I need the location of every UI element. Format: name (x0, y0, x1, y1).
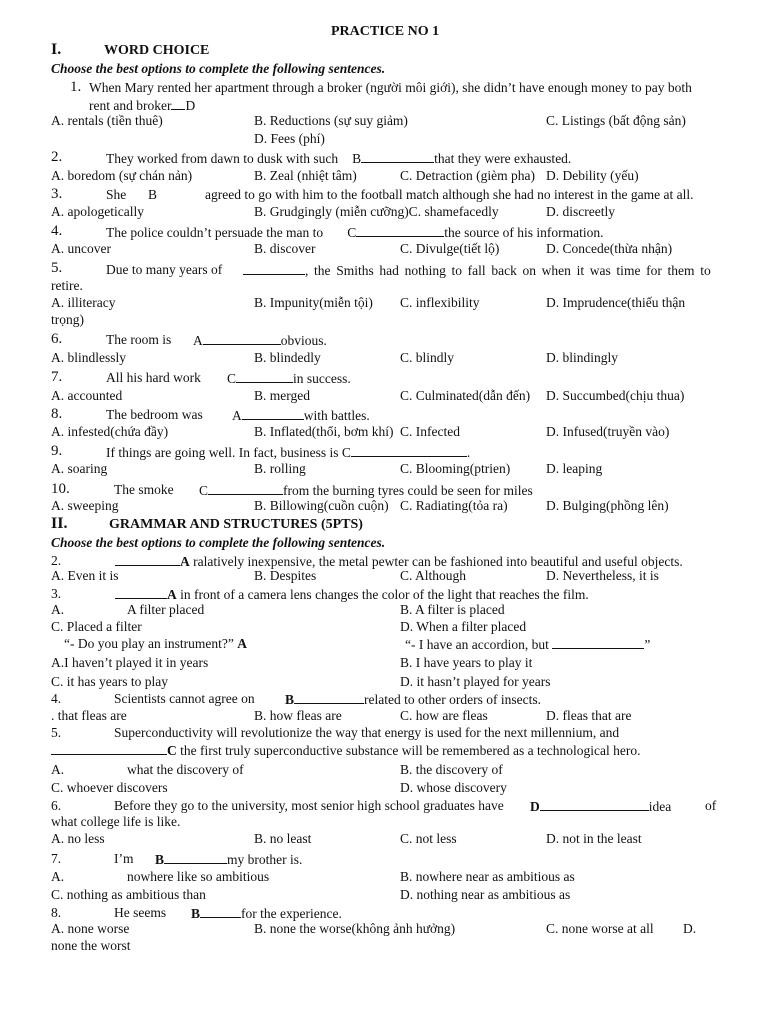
option-d: D. Bulging(phồng lên) (546, 498, 669, 513)
question-text-part: The police couldn’t persuade the man to (106, 225, 324, 240)
option-c: C. how are fleas (400, 708, 488, 723)
question-text (199, 482, 533, 499)
answer-blank (243, 262, 305, 275)
option-c: C. Although (400, 568, 467, 583)
answer-letter: B (148, 187, 158, 202)
option-d: D. leaping (546, 461, 603, 476)
option-c: C. inflexibility (400, 295, 480, 310)
option-d: D. Nevertheless, it is (546, 568, 659, 583)
answer-blank (115, 586, 167, 599)
answer-letter: C (227, 371, 237, 386)
closing-quote: ” (644, 637, 651, 652)
option-c: C. Listings (bất động sản) (546, 113, 686, 128)
question-number: 3. (51, 186, 63, 202)
section-number: I. (51, 41, 62, 58)
answer-letter: A (237, 636, 247, 651)
option-d-letter: D. (683, 921, 697, 936)
answer-blank (356, 224, 444, 237)
question-number: 4. (51, 691, 62, 706)
question-number: 1. (70, 79, 82, 95)
section-1-instruction: Choose the best options to complete the following sentences. (51, 61, 386, 76)
answer-blank (171, 97, 185, 110)
question-text-tail: obvious. (280, 333, 327, 348)
question-text (193, 332, 327, 349)
option-b: B. none the worse(không ảnh hưởng) (254, 921, 456, 936)
question-number: 4. (51, 223, 63, 239)
option-b: B. blindedly (254, 350, 321, 365)
option-a-letter: A. (51, 762, 65, 777)
option-d: D. Succumbed(chịu thua) (546, 388, 685, 403)
question-text-tail: . (466, 445, 471, 460)
question-text-part: Due to many years of (106, 262, 223, 277)
answer-blank (351, 444, 467, 457)
option-a: A. none worse (51, 921, 130, 936)
dialogue-question (64, 636, 247, 652)
answer-letter: A (180, 554, 190, 569)
question-text-tail: ralatively inexpensive, the metal pewter can be fashioned into beautiful and useful objects. (193, 554, 683, 569)
answer-blank (540, 798, 649, 811)
question-number: 8. (51, 406, 63, 422)
question-number: 2. (51, 553, 62, 568)
section-number: II. (51, 515, 68, 532)
option-b: B. Impunity(miễn tội) (254, 295, 373, 310)
option-c: C. Radiating(tỏa ra) (400, 498, 508, 513)
question-text (243, 262, 711, 279)
question-text (530, 798, 671, 815)
answer-letter: C (167, 743, 177, 758)
option-d-cont: trọng) (51, 312, 84, 327)
answer-letter: B (352, 151, 362, 166)
option-a-letter: A. (51, 869, 65, 884)
question-number: 6. (51, 798, 62, 813)
question-text (285, 691, 541, 708)
option-c: C. Placed a filter (51, 619, 142, 634)
option-a: A. uncover (51, 241, 111, 256)
question-text (106, 150, 571, 167)
question-text-tail-end: of (705, 798, 717, 813)
question-text-tail: related to other orders of insects. (364, 692, 541, 707)
option-b: B. nowhere near as ambitious as (400, 869, 575, 884)
question-text-part: rent and broker (89, 98, 172, 113)
option-a: A. blindlessly (51, 350, 127, 365)
option-c: C. nothing as ambitious than (51, 887, 206, 902)
answer-blank (115, 553, 180, 566)
option-b: B. the discovery of (400, 762, 503, 777)
option-d: D. not in the least (546, 831, 642, 846)
question-number: 10. (51, 481, 70, 497)
option-a: A. infested(chứa đầy) (51, 424, 169, 439)
question-text-tail: in success. (293, 371, 351, 386)
question-number: 2. (51, 149, 63, 165)
answer-blank (236, 370, 293, 383)
question-text-part: I’m (114, 851, 134, 866)
option-a: A. no less (51, 831, 105, 846)
question-text: Superconductivity will revolutionize the way that energy is used for the next millennium, and (114, 725, 620, 740)
question-text-part: The bedroom was (106, 407, 203, 422)
answer-letter: B (191, 906, 201, 921)
question-text-tail: for the experience. (241, 906, 342, 921)
dialogue-reply (405, 636, 650, 653)
option-a: A.I haven’t played it in years (51, 655, 209, 670)
question-text: When Mary rented her apartment through a broker (người môi giới), she didn’t have enough money to pay both (89, 80, 692, 95)
option-a: A filter placed (127, 602, 205, 617)
dialogue-line: “- I have an accordion, but (405, 637, 549, 652)
answer-blank (200, 905, 241, 918)
question-text-tail: from the burning tyres could be seen for miles (283, 483, 533, 498)
option-d: D. discreetly (546, 204, 615, 219)
answer-letter: C (199, 483, 209, 498)
answer-letter: B (285, 692, 295, 707)
page-title: PRACTICE NO 1 (331, 24, 440, 39)
question-text-cont (89, 97, 195, 114)
option-c: C. Detraction (gièm pha) (400, 168, 535, 183)
option-d: D. Infused(truyền vào) (546, 424, 670, 439)
option-a: nowhere like so ambitious (127, 869, 270, 884)
option-d: D. When a filter placed (400, 619, 527, 634)
question-text-tail: agreed to go with him to the football match although she had no interest in the game at all. (205, 187, 694, 202)
answer-blank (203, 332, 281, 345)
answer-letter: C (347, 225, 357, 240)
answer-letter: A (232, 408, 242, 423)
option-a: A. Even it is (51, 568, 119, 583)
option-a: A. illiteracy (51, 295, 116, 310)
question-text-tail: , the Smiths had nothing to fall back on when it was time for them to (305, 263, 711, 278)
option-a: A. boredom (sự chán nản) (51, 168, 193, 183)
option-d: D. fleas that are (546, 708, 632, 723)
answer-blank (552, 636, 644, 649)
option-d: D. whose discovery (400, 780, 507, 795)
question-text-tail: the source of his information. (444, 225, 604, 240)
question-number: 8. (51, 905, 62, 920)
answer-blank (51, 742, 167, 755)
option-b: B. Zeal (nhiệt tâm) (254, 168, 357, 183)
option-a: A. accounted (51, 388, 123, 403)
section-2-heading (51, 515, 363, 532)
question-number: 5. (51, 260, 63, 276)
question-number: 9. (51, 443, 63, 459)
answer-letter: D (185, 98, 196, 113)
option-b: B. Despites (254, 568, 317, 583)
question-text-part: Scientists cannot agree on (114, 691, 255, 706)
question-text-tail: my brother is. (227, 852, 303, 867)
dialogue-line: “- Do you play an instrument?” (64, 636, 234, 651)
question-text-part: The smoke (114, 482, 174, 497)
option-b: B. no least (254, 831, 312, 846)
option-c: C. none worse at all (546, 921, 654, 936)
option-b: B. rolling (254, 461, 306, 476)
answer-blank (208, 482, 283, 495)
section-2-instruction: Choose the best options to complete the following sentences. (51, 535, 386, 550)
option-d: none the worst (51, 938, 131, 953)
option-c: C. Blooming(ptrien) (400, 461, 511, 476)
option-a-letter: A. (51, 602, 65, 617)
option-d: D. Imprudence(thiếu thận (546, 295, 686, 310)
option-b: B. A filter is placed (400, 602, 505, 617)
option-d: D. Concede(thừa nhận) (546, 241, 673, 256)
question-text-tail: with battles. (303, 408, 370, 423)
question-text-tail: the first truly superconductive substance will be remembered as a technological hero. (180, 743, 641, 758)
answer-letter: A (167, 587, 177, 602)
question-text-part: All his hard work (106, 370, 201, 385)
question-text (106, 444, 470, 461)
option-c: C. Culminated(dẫn đến) (400, 388, 531, 403)
option-a: A. rentals (tiền thuê) (51, 113, 163, 128)
option-b: B. Reductions (sự suy giảm) (254, 113, 408, 128)
question-text-tail: that they were exhausted. (434, 151, 572, 166)
option-a: what the discovery of (127, 762, 244, 777)
option-b: B. I have years to play it (400, 655, 533, 670)
option-b: B. merged (254, 388, 310, 403)
question-text (115, 586, 589, 603)
question-number: 3. (51, 586, 62, 601)
answer-blank (361, 150, 434, 163)
question-text-cont (51, 742, 640, 759)
question-text-part: They worked from dawn to dusk with such (106, 151, 339, 166)
question-text-cont: retire. (51, 278, 83, 293)
question-text-part: She (106, 187, 127, 202)
option-b: B. Inflated(thổi, bơm khí) (254, 424, 394, 439)
option-c: C. Infected (400, 424, 460, 439)
question-number: 7. (51, 369, 63, 385)
question-number: 7. (51, 851, 62, 866)
option-b: B. Billowing(cuồn cuộn) (254, 498, 389, 513)
question-text-part: The room is (106, 332, 172, 347)
option-d: D. blindingly (546, 350, 619, 365)
question-text (227, 370, 351, 387)
option-b: B. discover (254, 241, 316, 256)
question-text-tail: idea (648, 799, 672, 814)
option-d: D. Fees (phí) (254, 131, 325, 146)
question-text (106, 224, 604, 241)
option-d: D. Debility (yếu) (546, 168, 639, 183)
question-text-tail: in front of a camera lens changes the color of the light that reaches the film. (180, 587, 589, 602)
option-d: D. it hasn’t played for years (400, 674, 551, 689)
answer-letter: B (155, 852, 165, 867)
section-title: WORD CHOICE (104, 43, 210, 58)
question-text-cont: what college life is like. (51, 814, 181, 829)
question-text-part: If things are going well. In fact, business is C (106, 445, 351, 460)
option-b: B. Grudgingly (miễn cưỡng)C. shamefacedly (254, 204, 499, 219)
option-b: B. how fleas are (254, 708, 342, 723)
question-text-part: Before they go to the university, most senior high school graduates have (114, 798, 504, 813)
option-a: A. apologetically (51, 204, 144, 219)
answer-letter: A (193, 333, 203, 348)
answer-blank (242, 407, 304, 420)
option-a: A. sweeping (51, 498, 119, 513)
answer-letter: D (530, 799, 540, 814)
question-text-part: He seems (114, 905, 167, 920)
option-c: C. Divulge(tiết lộ) (400, 241, 500, 256)
option-c: C. blindly (400, 350, 455, 365)
answer-blank (164, 851, 227, 864)
question-number: 6. (51, 331, 63, 347)
section-title: GRAMMAR AND STRUCTURES (5PTS) (109, 517, 363, 532)
section-1-heading (51, 41, 210, 58)
option-d: D. nothing near as ambitious as (400, 887, 571, 902)
question-text (232, 407, 370, 424)
option-c: C. it has years to play (51, 674, 168, 689)
option-a: A. soaring (51, 461, 108, 476)
question-text (155, 851, 302, 868)
option-a: . that fleas are (51, 708, 127, 723)
option-c: C. whoever discovers (51, 780, 168, 795)
question-number: 5. (51, 725, 62, 740)
answer-blank (294, 691, 364, 704)
question-text (191, 905, 342, 922)
option-c: C. not less (400, 831, 457, 846)
